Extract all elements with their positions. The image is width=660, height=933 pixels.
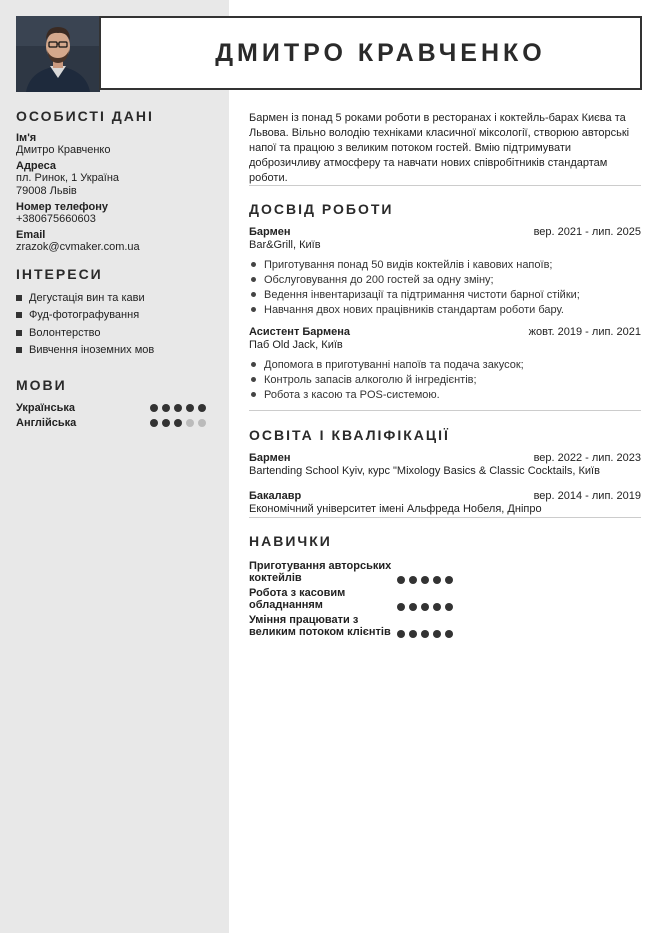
dot-filled-icon <box>397 603 405 611</box>
bullet-text: Допомога в приготуванні напоїв та подача закусок; <box>264 358 524 371</box>
education-degree: Бармен <box>249 452 291 464</box>
language-row <box>16 415 206 430</box>
personal-field-phone <box>16 201 216 226</box>
dot-filled-icon <box>150 419 158 427</box>
dot-filled-icon <box>162 419 170 427</box>
dot-filled-icon <box>445 603 453 611</box>
job-dates: жовт. 2019 - лип. 2021 <box>528 326 641 338</box>
bullet-text: Приготування понад 50 видів коктейлів і кавових напоїв; <box>264 258 553 271</box>
interest-item <box>16 324 216 342</box>
square-bullet-icon <box>16 295 22 301</box>
job-place: Паб Old Jack, Київ <box>249 339 343 351</box>
bullet-icon <box>251 377 256 382</box>
education-section <box>249 427 641 515</box>
skills-title: НАВИЧКИ <box>249 533 332 549</box>
full-name: ДМИТРО КРАВЧЕНКО <box>215 38 546 67</box>
job-entry <box>249 326 641 402</box>
job-position: Бармен <box>249 226 291 238</box>
job-dates: вер. 2021 - лип. 2025 <box>533 226 641 238</box>
bullet-text: Навчання двох нових працівників стандартам роботи бару. <box>264 303 564 316</box>
profile-summary: Бармен із понад 5 роками роботи в ресторанах і коктейль-барах Києва та Львова. Вільно володію техніками класичної міксології, створюю авторські напої та працюю з великим потоком гостей. Вмію підтримувати доброзичливу атмосферу та навчати нових співробітників стандартам роботи. <box>249 112 630 184</box>
skills-section <box>249 533 641 638</box>
dot-filled-icon <box>433 576 441 584</box>
dot-filled-icon <box>397 630 405 638</box>
dot-filled-icon <box>445 630 453 638</box>
interest-label: Вивчення іноземних мов <box>29 344 155 357</box>
language-name: Англійська <box>16 416 77 429</box>
interests-section <box>16 266 216 359</box>
interest-label: Фуд-фотографування <box>29 309 140 322</box>
list-item <box>249 357 641 372</box>
bullet-text: Обслуговування до 200 гостей за одну зміну; <box>264 273 494 286</box>
bullet-icon <box>251 277 256 282</box>
education-entry <box>249 452 641 477</box>
field-label: Ім'я <box>16 132 37 144</box>
dot-filled-icon <box>421 603 429 611</box>
list-item <box>249 257 641 272</box>
education-degree: Бакалавр <box>249 490 302 502</box>
dot-empty-icon <box>186 419 194 427</box>
dot-filled-icon <box>186 404 194 412</box>
education-dates: вер. 2022 - лип. 2023 <box>533 452 641 464</box>
language-level <box>150 404 206 412</box>
dot-filled-icon <box>162 404 170 412</box>
job-bullets <box>249 357 641 402</box>
list-item <box>249 272 641 287</box>
bullet-icon <box>251 307 256 312</box>
education-institution: Bartending School Kyiv, курс "Mixology Basics & Classic Cocktails, Київ <box>249 465 600 477</box>
field-value: Дмитро Кравченко <box>16 144 111 156</box>
job-place: Bar&Grill, Київ <box>249 239 321 251</box>
dot-filled-icon <box>433 603 441 611</box>
bullet-icon <box>251 392 256 397</box>
skill-row <box>249 557 641 584</box>
dot-filled-icon <box>174 419 182 427</box>
dot-filled-icon <box>174 404 182 412</box>
personal-data-section <box>16 108 216 254</box>
education-institution: Економічний університет імені Альфреда Нобеля, Дніпро <box>249 503 542 515</box>
square-bullet-icon <box>16 347 22 353</box>
interest-label: Дегустація вин та кави <box>29 291 145 304</box>
interest-item <box>16 307 216 325</box>
list-item <box>249 302 641 317</box>
field-label: Адреса <box>16 160 56 172</box>
dot-filled-icon <box>409 603 417 611</box>
personal-field-address <box>16 160 216 198</box>
languages-title: МОВИ <box>16 377 67 393</box>
interests-title: ІНТЕРЕСИ <box>16 266 103 282</box>
interest-item <box>16 342 216 360</box>
dot-filled-icon <box>397 576 405 584</box>
bullet-icon <box>251 362 256 367</box>
field-label: Номер телефону <box>16 201 108 213</box>
divider <box>249 517 641 518</box>
dot-filled-icon <box>198 404 206 412</box>
job-bullets <box>249 257 641 317</box>
bullet-text: Ведення інвентаризації та підтримання чистоти барної стійки; <box>264 288 580 301</box>
skill-name: Робота з касовим обладнанням <box>249 587 346 611</box>
list-item <box>249 287 641 302</box>
skill-name: Уміння працювати з великим потоком клієнтів <box>249 614 391 638</box>
list-item <box>249 372 641 387</box>
dot-filled-icon <box>445 576 453 584</box>
square-bullet-icon <box>16 330 22 336</box>
interest-label: Волонтерство <box>29 326 101 339</box>
divider <box>249 185 641 186</box>
field-value: +380675660603 <box>16 213 96 225</box>
bullet-icon <box>251 292 256 297</box>
skill-row <box>249 584 641 611</box>
field-value: zrazok@cvmaker.com.ua <box>16 241 140 253</box>
experience-section <box>249 201 641 402</box>
interest-item <box>16 289 216 307</box>
personal-data-title: ОСОБИСТІ ДАНІ <box>16 108 154 124</box>
skill-level <box>397 630 453 638</box>
personal-field-email <box>16 229 216 254</box>
skill-level <box>397 576 453 584</box>
languages-section <box>16 377 206 430</box>
dot-filled-icon <box>421 576 429 584</box>
dot-filled-icon <box>409 576 417 584</box>
profile-photo <box>16 16 100 92</box>
education-entry <box>249 490 641 515</box>
skill-name: Приготування авторських коктейлів <box>249 560 392 584</box>
dot-filled-icon <box>150 404 158 412</box>
experience-title: ДОСВІД РОБОТИ <box>249 201 394 217</box>
bullet-icon <box>251 262 256 267</box>
square-bullet-icon <box>16 312 22 318</box>
skill-row <box>249 611 641 638</box>
dot-filled-icon <box>433 630 441 638</box>
language-level <box>150 419 206 427</box>
job-position: Асистент Бармена <box>249 326 351 338</box>
personal-field-name <box>16 132 216 157</box>
name-header <box>99 16 642 90</box>
language-row <box>16 400 206 415</box>
divider <box>249 410 641 411</box>
dot-filled-icon <box>409 630 417 638</box>
field-label: Email <box>16 229 46 241</box>
summary-section <box>249 111 641 186</box>
education-title: ОСВІТА І КВАЛІФІКАЦІЇ <box>249 427 450 443</box>
dot-filled-icon <box>421 630 429 638</box>
bullet-text: Робота з касою та POS-системою. <box>264 388 440 401</box>
education-dates: вер. 2014 - лип. 2019 <box>533 490 641 502</box>
field-value: 79008 Львів <box>16 185 77 197</box>
language-name: Українська <box>16 401 76 414</box>
bullet-text: Контроль запасів алкоголю й інгредієнтів; <box>264 373 477 386</box>
dot-empty-icon <box>198 419 206 427</box>
field-value: пл. Ринок, 1 Україна <box>16 172 120 184</box>
list-item <box>249 387 641 402</box>
skill-level <box>397 603 453 611</box>
job-entry <box>249 226 641 317</box>
